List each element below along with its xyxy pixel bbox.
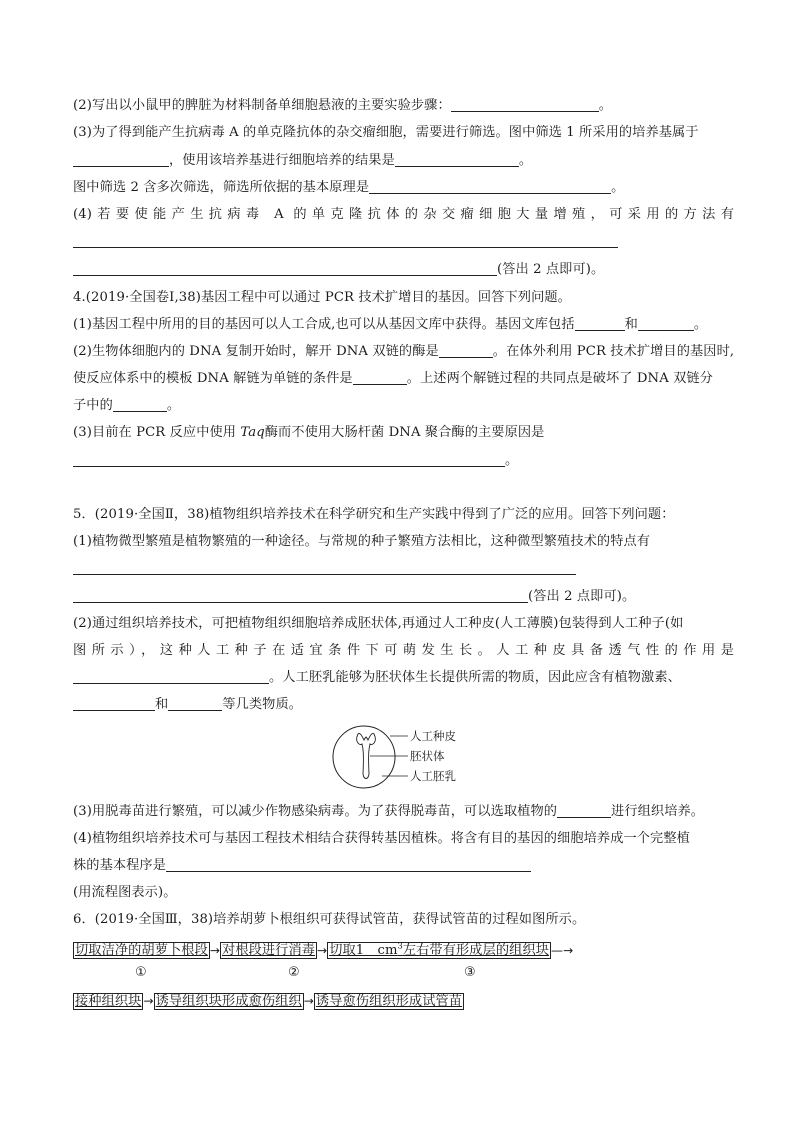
q5-part1-line1: (1)植物微型繁殖是植物繁殖的一种途径。与常规的种子繁殖方法相比，这种微型繁殖技术的特点有 (73, 534, 651, 549)
flow-step-5: 诱导组织块形成愈伤组织 (155, 994, 302, 1009)
label-endosperm: 人工胚乳 (410, 769, 456, 783)
answer-blank[interactable] (113, 397, 167, 412)
answer-blank[interactable] (73, 261, 497, 276)
q4-part2-line1: (2)生物体细胞内的 DNA 复制开始时，解开 DNA 双链的酶是 。在体外利用 PCR 技术扩增目的基因时, (73, 344, 735, 359)
label-embryoid: 胚状体 (410, 749, 445, 763)
answer-blank[interactable] (451, 97, 599, 112)
step-number-2: ② (288, 965, 300, 980)
arrow-icon: → (303, 994, 314, 1008)
q5-heading: 5．(2019·全国Ⅱ，38)植物组织培养技术在科学研究和生产实践中得到了广泛的应用。回答下列问题： (73, 507, 675, 522)
answer-rule[interactable] (73, 247, 618, 248)
answer-blank[interactable] (73, 588, 528, 603)
q5-part2-line4: 和 等几类物质。 (73, 696, 734, 714)
flow-step-6: 诱导愈伤组织形成试管苗 (315, 994, 463, 1009)
q5-part2-line1: (2)通过组织培养技术，可把植物组织细胞培养成胚状体,再通过人工种皮(人工薄膜)包装得到人工种子(如 (73, 616, 684, 631)
q4-part3-line2: 。 (73, 452, 734, 470)
answer-blank[interactable] (557, 803, 611, 818)
q5-part4-line3: (用流程图表示)。 (73, 885, 177, 900)
q6-flow-row1 (73, 938, 734, 960)
arrow-icon: —→ (551, 943, 574, 958)
q3-part3-line1: (3)为了得到能产生抗病毒 A 的单克隆抗体的杂交瘤细胞，需要进行筛选。图中筛选 1 所采用的培养基属于 (73, 125, 699, 140)
answer-blank[interactable] (439, 343, 493, 358)
q3-part4-line1: (4)若要使能产生抗病毒 A 的单克隆抗体的杂交瘤细胞大量增殖，可采用的方法有 (73, 207, 734, 222)
q5-part3: (3)用脱毒苗进行繁殖，可以减少作物感染病毒。为了获得脱毒苗，可以选取植物的 进行组织培养。 (73, 804, 705, 819)
q4-part3-line1: (3)目前在 PCR 反应中使用 Taq酶而不使用大肠杆菌 DNA 聚合酶的主要原因是 (73, 425, 545, 440)
seed-coat-outline (333, 726, 395, 788)
q5-part2-line2: 图所示），这种人工种子在适宜条件下可萌发生长。人工种皮具备透气性的作用是 (73, 643, 734, 658)
answer-blank[interactable] (395, 152, 519, 167)
q4-heading: 4.(2019·全国卷Ⅰ,38)基因工程中可以通过 PCR 技术扩增目的基因。回答下列问题。 (73, 290, 571, 305)
q3-part3-line2: ，使用该培养基进行细胞培养的结果是 。 (73, 152, 734, 170)
q6-heading: 6．(2019·全国Ⅲ，38)培养胡萝卜根组织可获得试管苗，获得试管苗的过程如图所示。 (73, 912, 586, 927)
q4-part2-line2: 使反应体系中的模板 DNA 解链为单链的条件是 。上述两个解链过程的共同点是破坏了 DNA 双链分 (73, 371, 713, 386)
flow-step-2: 对根段进行消毒 (222, 943, 316, 959)
answer-blank[interactable] (73, 452, 505, 467)
flow-step-4: 接种组织块 (75, 994, 142, 1009)
arrow-icon: → (209, 943, 221, 958)
answer-blank[interactable] (166, 857, 531, 872)
answer-blank[interactable] (73, 669, 269, 684)
q4-part2-line3: 子中的 。 (73, 398, 181, 413)
q3-part3-line3: 图中筛选 2 含多次筛选，筛选所依据的基本原理是 。 (73, 180, 625, 195)
arrow-icon: → (143, 994, 154, 1008)
q4-part1: (1)基因工程中所用的目的基因可以人工合成,也可以从基因文库中获得。基因文库包括 和 。 (73, 317, 708, 332)
answer-blank[interactable] (73, 696, 155, 711)
answer-blank[interactable] (369, 179, 611, 194)
q3-part4-line3: (答出 2 点即可)。 (73, 261, 734, 279)
q5-part4-line1: (4)植物组织培养技术可与基因工程技术相结合获得转基因植株。将含有目的基因的细胞培养成一个完整植 (73, 831, 690, 846)
q5-part1-line3: (答出 2 点即可)。 (73, 588, 734, 606)
q5-part4-line2: 株的基本程序是 (73, 857, 734, 875)
flow-step-1: 切取洁净的胡萝卜根段 (75, 943, 208, 959)
flow-step-3: 切取1 $cm^3$左右带有形成层的组织块 (329, 942, 550, 959)
answer-rule[interactable] (73, 574, 576, 575)
step-number-3: ③ (464, 965, 476, 980)
q3-part2: (2)写出以小鼠甲的脾脏为材料制备单细胞悬液的主要实验步骤： 。 (73, 98, 613, 113)
answer-blank[interactable] (73, 152, 169, 167)
label-seed-coat: 人工种皮 (410, 729, 456, 743)
q5-part2-line3: 。人工胚乳能够为胚状体生长提供所需的物质，因此应含有植物激素、 (73, 669, 734, 687)
arrow-icon: → (317, 943, 328, 958)
answer-blank[interactable] (168, 696, 222, 711)
q6-flow-row2 (73, 992, 734, 1011)
answer-blank[interactable] (353, 370, 407, 385)
answer-blank[interactable] (575, 316, 625, 331)
answer-blank[interactable] (638, 316, 694, 331)
step-number-1: ① (135, 965, 147, 980)
